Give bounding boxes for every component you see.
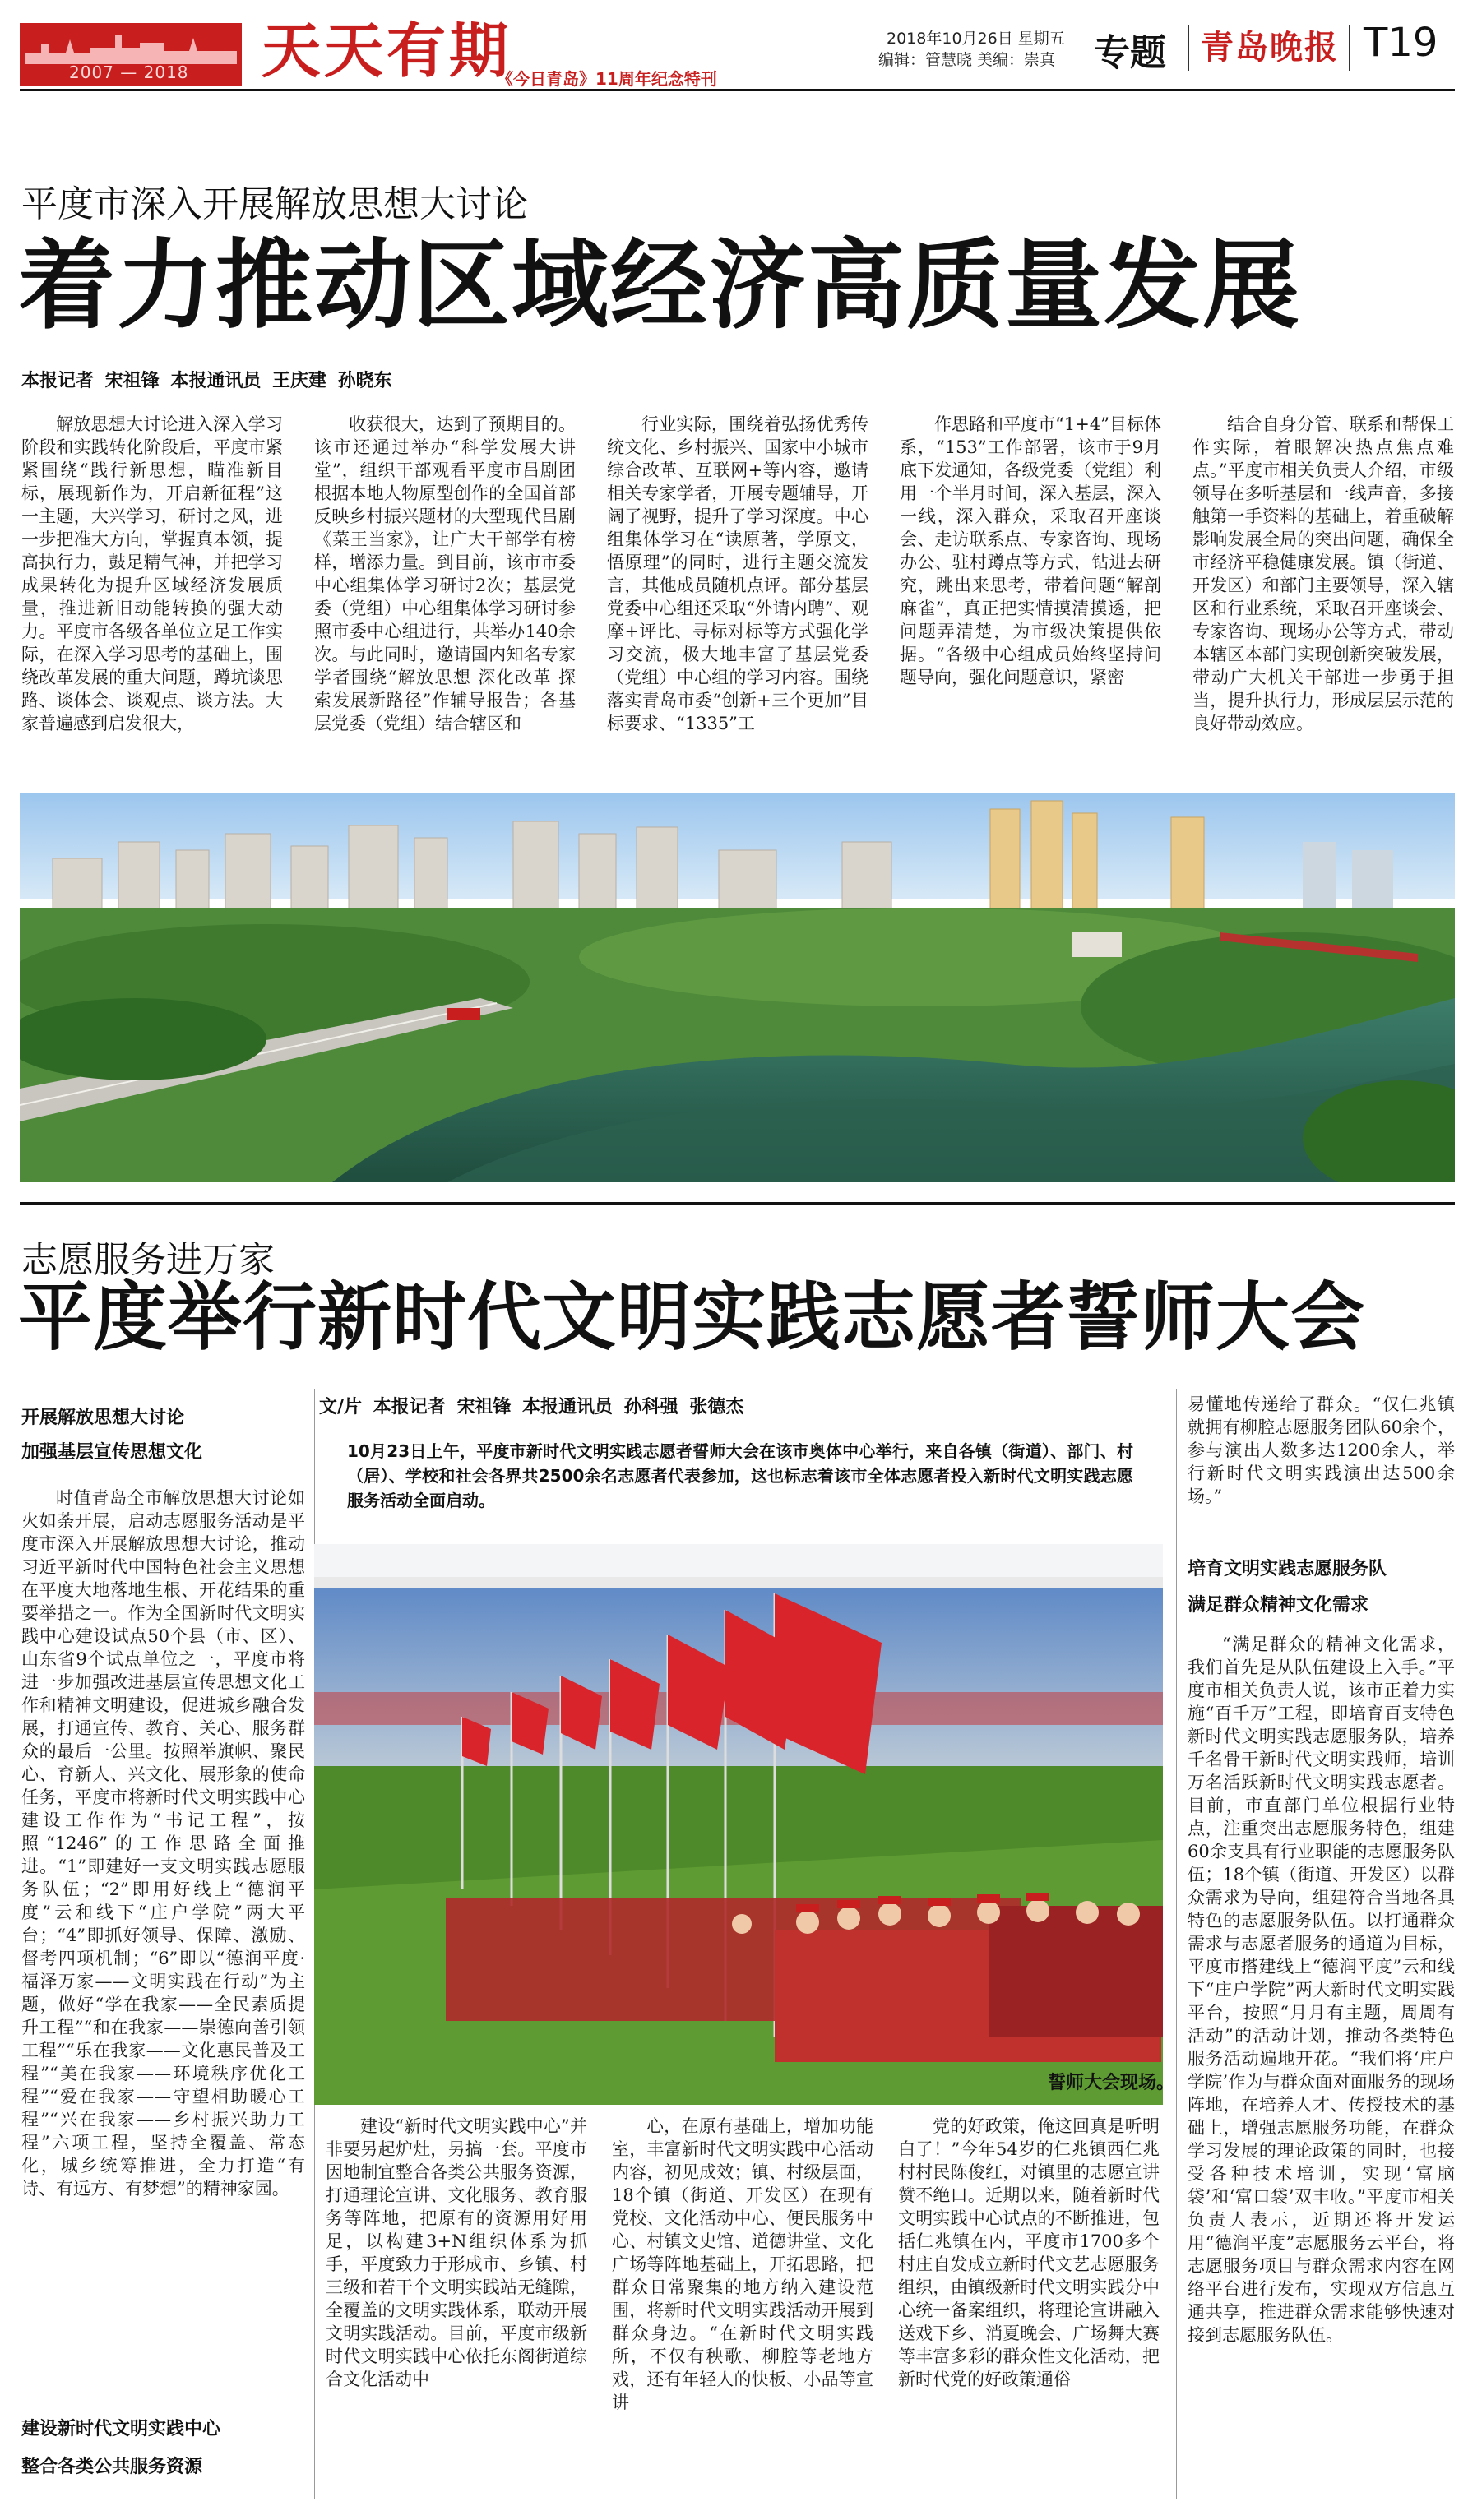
- section-rule: [20, 1202, 1455, 1205]
- article2-bottom-column-3: 党的好政策，俺这回真是听明白了！”今年54岁的仁兆镇西仁兆村村民陈俊红，对镇里的志愿宣讲赞不绝口。近期以来，随着新时代文明实践中心试点的不断推进，包括仁兆镇在内，平度市1700多个村庄自发成立新时代文艺志愿服务组织，由镇级新时代文明实践分中心统一备案组织，将理论宣讲融入送戏下乡、消夏晚会、广场舞大赛等丰富多彩的群众性文化活动，把新时代党的好政策通俗: [898, 2116, 1160, 2389]
- editors-line: 编辑：管慧晓 美编：崇真: [878, 51, 1056, 69]
- page-number: T19: [1364, 20, 1438, 66]
- issue-date: 2018年10月26日 星期五: [887, 30, 1065, 48]
- left-bottom-subhead-1: 建设新时代文明实践中心: [21, 2419, 221, 2439]
- article2-headline: 平度举行新时代文明实践志愿者誓师大会: [18, 1274, 1365, 1361]
- article1-column-3: 行业实际，围绕着弘扬优秀传统文化、乡村振兴、国家中小城市综合改革、互联网+等内容，邀请相关专家学者，开展专题辅导，开阔了视野，提升了学习深度。中心组集体学习在“读原著，学原文，悟原理”的同时，进行主题交流发言，其他成员随机点评。部分基层党委中心组还采取“外请内聘”、观摩+评比、寻标对标等方式强化学习交流，极大地丰富了基层党委（党组）中心组的学习内容。围绕落实青岛市委“创新+三个更加”目标要求、“1335”工: [607, 414, 868, 733]
- photo-caption: 誓师大会现场。: [1048, 2073, 1175, 2093]
- rally-photo-image: [314, 1544, 1163, 2105]
- rally-photo: [314, 1544, 1163, 2105]
- article2-byline: 文/片 本报记者 宋祖锋 本报通讯员 孙科强 张德杰: [319, 1397, 744, 1417]
- header-divider: [1188, 25, 1189, 71]
- header-divider: [1349, 25, 1350, 71]
- article1-column-5: 结合自身分管、联系和帮保工作实际，着眼解决热点焦点难点。”平度市相关负责人介绍，市级领导在多听基层和一线声音，多接触第一手资料的基础上，着重破解影响发展全局的突出问题，确保全市经济平稳健康发展。镇（街道、开发区）和部门主要领导，深入辖区和行业系统，采取召开座谈会、专家咨询、现场办公等方式，带动本辖区本部门实现创新突破发展，带动广大机关干部进一步勇于担当，提升执行力，形成层层示范的良好带动效应。: [1192, 414, 1454, 733]
- column-rule: [1176, 1389, 1177, 2499]
- aerial-city-photo: [20, 793, 1455, 1182]
- anniversary-logo: [20, 23, 242, 86]
- article2-lead: 10月23日上午，平度市新时代文明实践志愿者誓师大会在该市奥体中心举行，来自各镇（街道）、部门、村（居）、学校和社会各界共2500余名志愿者代表参加，这也标志着该市全体志愿者投入新时代文明实践志愿服务活动全面启动。: [347, 1441, 1133, 1510]
- article2-left-column: 时值青岛全市解放思想大讨论如火如荼开展，启动志愿服务活动是平度市深入开展解放思想大讨论，推动习近平新时代中国特色社会主义思想在平度大地落地生根、开花结果的重要举措之一。作为全国新时代文明实践中心建设试点50个县（市、区）、山东省9个试点单位之一，平度市将进一步加强改进基层宣传思想文化工作和精神文明建设，促进城乡融合发展，打通宣传、教育、关心、服务群众的最后一公里。按照举旗帜、聚民心、育新人、兴文化、展形象的使命任务，平度市将新时代文明实践中心建设工作作为“书记工程”，按照“1246”的工作思路全面推进。“1”即建好一支文明实践志愿服务队伍；“2”即用好线上“德润平度”云和线下“庄户学院”两大平台；“4”即抓好领导、保障、激励、督考四项机制；“6”即以“德润平度·福泽万家——文明实践在行动”为主题，做好“学在我家——全民素质提升工程”“和在我家——崇德向善引领工程”“乐在我家——文化惠民普及工程”“美在我家——环境秩序优化工程”“爱在我家——守望相助暖心工程”“兴在我家——乡村振兴助力工程”六项工程，坚持全覆盖、常态化，城乡统筹推进，全力打造“有诗、有远方、有梦想”的精神家园。: [21, 1488, 305, 2199]
- article2-bottom-column-1: 建设“新时代文明实践中心”并非要另起炉灶，另搞一套。平度市因地制宜整合各类公共服务资源，打通理论宣讲、文化服务、教育服务等阵地，把原有的资源用好用足，以构建3+N组织体系为抓手，平度致力于形成市、乡镇、村三级和若干个文明实践站无缝隙，全覆盖的文明实践体系，联动开展文明实践活动。目前，平度市级新时代文明实践中心依托东阁街道综合文化活动中: [326, 2116, 587, 2389]
- brand-subtitle: 《今日青岛》11周年纪念特刊: [497, 69, 717, 89]
- article2-bottom-column-2: 心，在原有基础上，增加功能室，丰富新时代文明实践中心活动内容，初见成效；镇、村级层面，18个镇（街道、开发区）在现有党校、文化活动中心、便民服务中心、村镇文史馆、道德讲堂、文化广场等阵地基础上，开拓思路，把群众日常聚集的地方纳入建设范围，将新时代文明实践活动开展到群众身边。“在新时代文明实践所，不仅有秧歌、柳腔等老地方戏，还有年轻人的快板、小品等宣讲: [612, 2116, 873, 2412]
- left-bottom-subhead-2: 整合各类公共服务资源: [21, 2457, 203, 2477]
- logo-years: 2007 — 2018: [69, 62, 189, 82]
- article1-headline: 着力推动区域经济高质量发展: [18, 229, 1302, 342]
- article2-right-column: “满足群众的精神文化需求，我们首先是从队伍建设上入手。”平度市相关负责人说，该市正着力实施“百千万”工程，即培育百支特色新时代文明实践志愿服务队，培养千名骨干新时代文明实践师，培训万名活跃新时代文明实践志愿者。目前，市直部门单位根据行业特点，注重突出志愿服务特色，组建60余支具有行业职能的志愿服务队伍；18个镇（街道、开发区）以群众需求为导向，组建符合当地各具特色的志愿服务队伍。以打通群众需求与志愿者服务的通道为目标，平度市搭建线上“德润平度”云和线下“庄户学院”两大新时代文明实践平台，按照“月月有主题，周周有活动”的活动计划，推动各类特色服务活动遍地开花。“我们将‘庄户学院’作为与群众面对面服务的现场阵地，在培养人才、传授技术的基础上，增强志愿服务功能，在群众学习发展的理论政策的同时，也接受各种技术培训，实现‘富脑袋’和‘富口袋’双丰收。”平度市相关负责人表示，近期还将开发运用“德润平度”志愿服务云平台，将志愿服务项目与群众需求内容在网络平台进行发布，实现双方信息互通共享，推进群众需求能够快速对接到志愿服务队伍。: [1188, 1635, 1455, 2345]
- article2-right-top-text: 易懂地传递给了群众。“仅仁兆镇就拥有柳腔志愿服务团队60余个，参与演出人数多达1200余人，举行新时代文明实践演出达500余场。”: [1188, 1394, 1455, 1506]
- city-skyline-icon: [25, 28, 237, 64]
- article1-kicker: 平度市深入开展解放思想大讨论: [21, 183, 528, 225]
- article1-column-2: 收获很大，达到了预期目的。该市还通过举办“科学发展大讲堂”，组织干部观看平度市吕剧团根据本地人物原型创作的全国首部反映乡村振兴题材的大型现代吕剧《菜王当家》，让广大干部学有榜样，增添力量。到目前，该市市委中心组集体学习研讨2次；基层党委（党组）中心组集体学习研讨参照市委中心组进行，共举办140余次。与此同时，邀请国内知名专家学者围绕“解放思想 深化改革 探索发展新路径”作辅导报告；各基层党委（党组）结合辖区和: [314, 414, 576, 733]
- right-subhead-1: 培育文明实践志愿服务队: [1188, 1559, 1387, 1579]
- right-subhead-2: 满足群众精神文化需求: [1188, 1595, 1369, 1616]
- brand-title: 天天有期: [262, 16, 512, 86]
- aerial-city-photo-image: [20, 793, 1455, 1182]
- header-rule: [20, 89, 1455, 91]
- left-subhead-2: 加强基层宣传思想文化: [21, 1442, 203, 1463]
- left-subhead-1: 开展解放思想大讨论: [21, 1408, 185, 1428]
- article1-byline: 本报记者 宋祖锋 本报通讯员 王庆建 孙晓东: [21, 371, 392, 391]
- paper-name: 青岛晚报: [1201, 28, 1339, 67]
- article1-column-4: 作思路和平度市“1+4”目标体系，“153”工作部署，该市于9月底下发通知，各级党委（党组）利用一个半月时间，深入基层，深入一线，深入群众，采取召开座谈会、走访联系点、专家咨询、现场办公、驻村蹲点等方式，钻进去研究，跳出来思考，带着问题“解剖麻雀”，真正把实情摸清摸透，把问题弄清楚，为市级决策提供依据。“各级中心组成员始终坚持问题导向，强化问题意识，紧密: [900, 414, 1161, 687]
- article1-column-1: 解放思想大讨论进入深入学习阶段和实践转化阶段后，平度市紧紧围绕“践行新思想，瞄准新目标，展现新作为，开启新征程”这一主题，大兴学习，研讨之风，进一步把准大方向，掌握真本领，提高执行力，鼓足精气神，并把学习成果转化为提升区域经济发展质量，推进新旧动能转换的强大动力。平度市各级各单位立足工作实际，在深入学习思考的基础上，围绕改革发展的重大问题，蹲坑谈思路、谈体会、谈观点、谈方法。大家普遍感到启发很大，: [21, 414, 283, 733]
- section-name: 专题: [1094, 32, 1166, 74]
- article2-kicker: 志愿服务进万家: [21, 1239, 275, 1281]
